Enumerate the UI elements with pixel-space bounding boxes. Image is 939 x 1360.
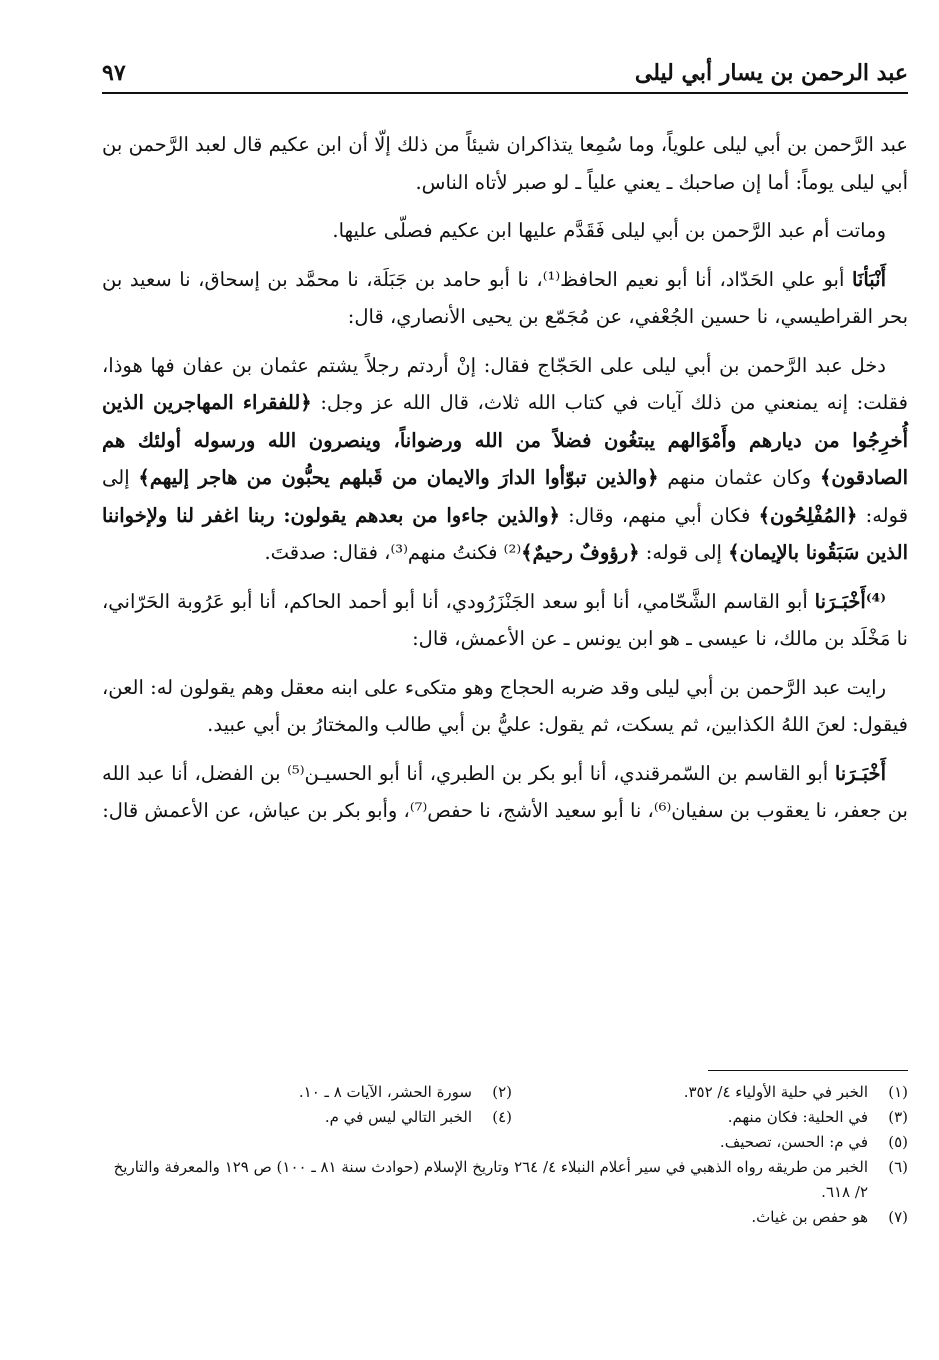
paragraph-4 bbox=[102, 347, 908, 572]
paragraph-6-text: رايت عبد الرَّحمن بن أبي ليلى وقد ضربه الحجاج وهو متكىء على ابنه معقل وهم يقولون له: العن، فيقول: لعنَ اللهُ الكذابين، ثم يسكت، ثم يقول: عليُّ بن أبي طالب والمختارُ بن أبي عبيد. bbox=[102, 675, 908, 736]
footnote-number: (٢) bbox=[492, 1083, 512, 1101]
paragraph-3-text: أبو علي الحَدّاد، أنا أبو نعيم الحافظ⁽¹⁾، نا أبو حامد بن جَبَلَة، نا محمَّد بن إسحاق، نا سعيد بن بحر القراطيسي، نا حسين الجُعْفي، عن مُجَمّع بن يحيى الأنصاري، قال: bbox=[102, 267, 908, 328]
paragraph-7-text: أبو القاسم بن السّمرقندي، أنا أبو بكر بن الطبري، أنا أبو الحسيـن⁽⁵⁾ بن الفضل، أنا عبد الله بن جعفر، نا يعقوب بن سفيان⁽⁶⁾، نا أبو سعيد الأشج، نا حفص⁽⁷⁾، وأبو بكر بن عياش، عن الأعمش قال: bbox=[102, 761, 908, 822]
footnote-number: (٥) bbox=[888, 1133, 908, 1151]
footnote-1 bbox=[512, 1080, 908, 1105]
paragraph-4-text-b: وكان عثمان منهم bbox=[658, 466, 820, 489]
paragraph-2 bbox=[102, 212, 908, 250]
quran-verse-3: ﴿المُفْلِحُون﴾ bbox=[758, 503, 858, 527]
paragraph-1 bbox=[102, 126, 908, 201]
paragraph-1-text: عبد الرَّحمن بن أبي ليلى علوياً، وما سُمِعا يتذاكران شيئاً من ذلك إلّا أن ابن عكيم قال لعبد الرَّحمن بن أبي ليلى يوماً: أما إن صاحبك ـ يعني علياً ـ لو صبر لأتاه الناس. bbox=[102, 133, 908, 194]
footnote-text: هو حفص بن غياث. bbox=[751, 1208, 868, 1226]
quran-verse-5: ﴿رؤوفٌ رحيمٌ﴾ bbox=[521, 541, 640, 564]
footnote-text: في م: الحسن، تصحيف. bbox=[719, 1133, 868, 1151]
paragraph-4-text-c: إلى قوله: bbox=[102, 466, 909, 527]
paragraph-5-text: أبو القاسم الشَّحّامي، أنا أبو سعد الجَنْزَرُودي، أنا أبو أحمد الحاكم، أنا أبو عَرُوبة الحَرّاني، نا مَخْلَد بن مالك، نا عيسى ـ هو ابن يونس ـ عن الأعمش، قال: bbox=[102, 589, 908, 650]
footnote-3 bbox=[512, 1105, 908, 1130]
footnote-separator bbox=[708, 1070, 908, 1071]
footnote-4 bbox=[116, 1105, 512, 1130]
footnotes bbox=[102, 1080, 908, 1230]
footnote-number: (٤) bbox=[492, 1108, 512, 1126]
paragraph-4-text-a: دخل عبد الرَّحمن بن أبي ليلى على الحَجّاج فقال: إنْ أردتم رجلاً يشتم عثمان بن عفان فها هوذا، فقلت: إنه يمنعني من ذلك آيات في كتاب الله ثلاث، قال الله عز وجل: bbox=[102, 353, 908, 414]
footnote-text: الخبر في حلية الأولياء ٤/ ٣٥٢. bbox=[683, 1083, 868, 1101]
paragraph-2-text: وماتت أم عبد الرَّحمن بن أبي ليلى فَقَدَّم عليها ابن عكيم فصلّى عليها. bbox=[332, 219, 886, 242]
footnote-text: الخبر من طريقه رواه الذهبي في سير أعلام النبلاء ٤/ ٢٦٤ وتاريخ الإسلام (حوادث سنة ٨١ ـ ١٠٠) ص ١٢٩ والمعرفة والتاريخ ٢/ ٦١٨. bbox=[113, 1158, 868, 1201]
footnote-number: (٦) bbox=[888, 1158, 908, 1176]
paragraph-5 bbox=[102, 583, 908, 658]
paragraph-3 bbox=[102, 261, 908, 336]
footnote-6 bbox=[102, 1155, 908, 1205]
main-text bbox=[102, 126, 908, 830]
footnote-row bbox=[102, 1080, 908, 1105]
footnote-2 bbox=[116, 1080, 512, 1105]
paragraph-4-text-e: إلى قوله: bbox=[639, 541, 729, 564]
quran-verse-2: ﴿والذين تبوّأوا الدارَ والايمان من قَبلهم يحبُّون من هاجر إليهم﴾ bbox=[138, 466, 659, 489]
quran-verse-1: ﴿للفقراء المهاجرين الذين أُخرِجُوا من ديارهم وأَمْوَالهم يبتغُون فضلاً من الله ورضواناً، وينصرون الله ورسوله أولئك هم الصادقون﴾ bbox=[102, 391, 909, 489]
footnote-number: (١) bbox=[888, 1083, 908, 1101]
footnote-text: الخبر التالي ليس في م. bbox=[324, 1108, 472, 1126]
footnote-text: سورة الحشر، الآيات ٨ ـ ١٠. bbox=[298, 1083, 472, 1101]
isnad-lead-akhbarana: أَخْبَـرَنا bbox=[834, 761, 887, 785]
isnad-lead-anbana: أَنْبَأنَا bbox=[851, 267, 886, 291]
paragraph-7 bbox=[102, 755, 908, 830]
footnote-7 bbox=[102, 1205, 908, 1230]
paragraph-4-text-d: فكان أبي منهم، وقال: bbox=[559, 503, 759, 527]
footnote-number: (٧) bbox=[888, 1208, 908, 1226]
paragraph-4-text-f: ⁽²⁾ فكنتُ منهم⁽³⁾، فقال: صدقتَ. bbox=[264, 541, 522, 564]
running-title: عبد الرحمن بن يسار أبي ليلى bbox=[634, 60, 908, 86]
page-number: ٩٧ bbox=[102, 60, 126, 86]
quran-verse-4: ﴿والذين جاءوا من بعدهم يقولون: ربنا اغفر لنا ولإخواننا الذين سَبَقُونا بالإيمان﴾ bbox=[102, 503, 908, 564]
footnote-text: في الحلية: فكان منهم. bbox=[727, 1108, 868, 1126]
isnad-lead-akhbarana: ⁽⁴⁾أَخْبَـرَنا bbox=[814, 589, 886, 613]
paragraph-6 bbox=[102, 669, 908, 744]
footnote-5 bbox=[102, 1130, 908, 1155]
footnote-row bbox=[102, 1105, 908, 1130]
page-header bbox=[102, 58, 908, 94]
footnote-number: (٣) bbox=[888, 1108, 908, 1126]
